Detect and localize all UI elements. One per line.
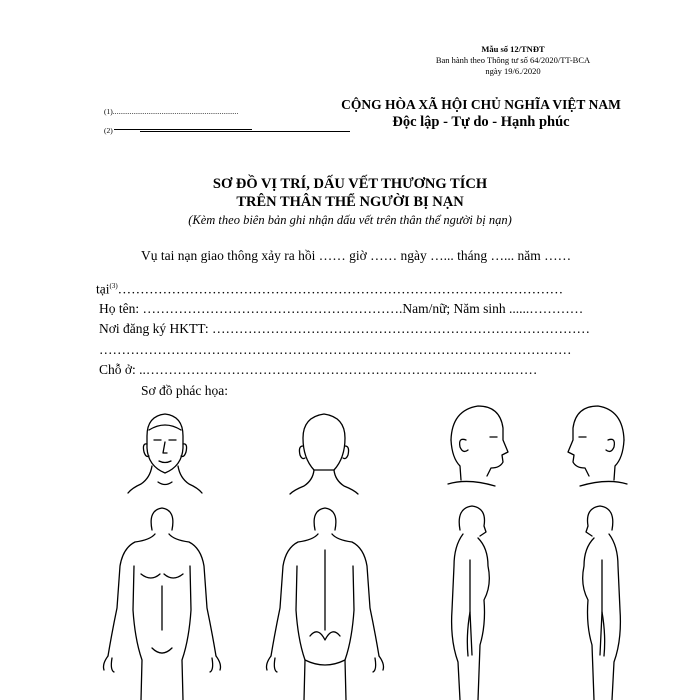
field-name: Họ tên: ………………………………………………….Nam/nữ; Năm sinh ......………… (99, 301, 584, 316)
field-hktt-continued: …………………………………………………………………………………………… (99, 342, 572, 357)
form-issue-date: ngày 19/6./2020 (485, 66, 541, 76)
title-line-2: TRÊN THÂN THỂ NGƯỜI BỊ NẠN (236, 194, 464, 210)
head-back-figure (290, 414, 358, 494)
title-line-1: SƠ ĐỒ VỊ TRÍ, DẤU VẾT THƯƠNG TÍCH (212, 176, 488, 192)
body-side-right-figure (452, 506, 490, 700)
place-footnote: (3) (109, 282, 118, 290)
field-address: Chỗ ở: ..……………………………………………………………...……….…… (99, 362, 538, 377)
body-back-figure (267, 508, 384, 700)
body-side-left-figure (583, 506, 621, 700)
agency-line-1: (1)................................................................... (104, 107, 239, 116)
form-issued-by: Ban hành theo Thông tư số 64/2020/TT-BCA (435, 55, 591, 65)
agency-line-2-label: (2) (104, 126, 113, 135)
field-accident-time: Vụ tai nạn giao thông xảy ra hồi …… giờ …… ngày …... tháng …... năm …… (141, 248, 572, 263)
head-side-left-figure (568, 406, 627, 486)
place-dots: ……………………………………………………………………………………… (117, 281, 564, 297)
nation-name: CỘNG HÒA XÃ HỘI CHỦ NGHĨA VIỆT NAM (341, 97, 621, 112)
field-hktt: Nơi đăng ký HKTT: ………………………………………………………………………… (99, 321, 590, 336)
title-subtitle: (Kèm theo biên bản ghi nhận dấu vết trên thân thể người bị nạn) (188, 213, 512, 227)
sketch-label: Sơ đồ phác họa: (141, 383, 228, 398)
body-front-figure (104, 508, 221, 700)
form-code: Mẫu số 12/TNĐT (481, 44, 545, 54)
head-front-figure (128, 414, 202, 493)
place-label: tại (96, 281, 110, 297)
head-side-right-figure (448, 406, 508, 486)
nation-motto: Độc lập - Tự do - Hạnh phúc (392, 114, 570, 130)
